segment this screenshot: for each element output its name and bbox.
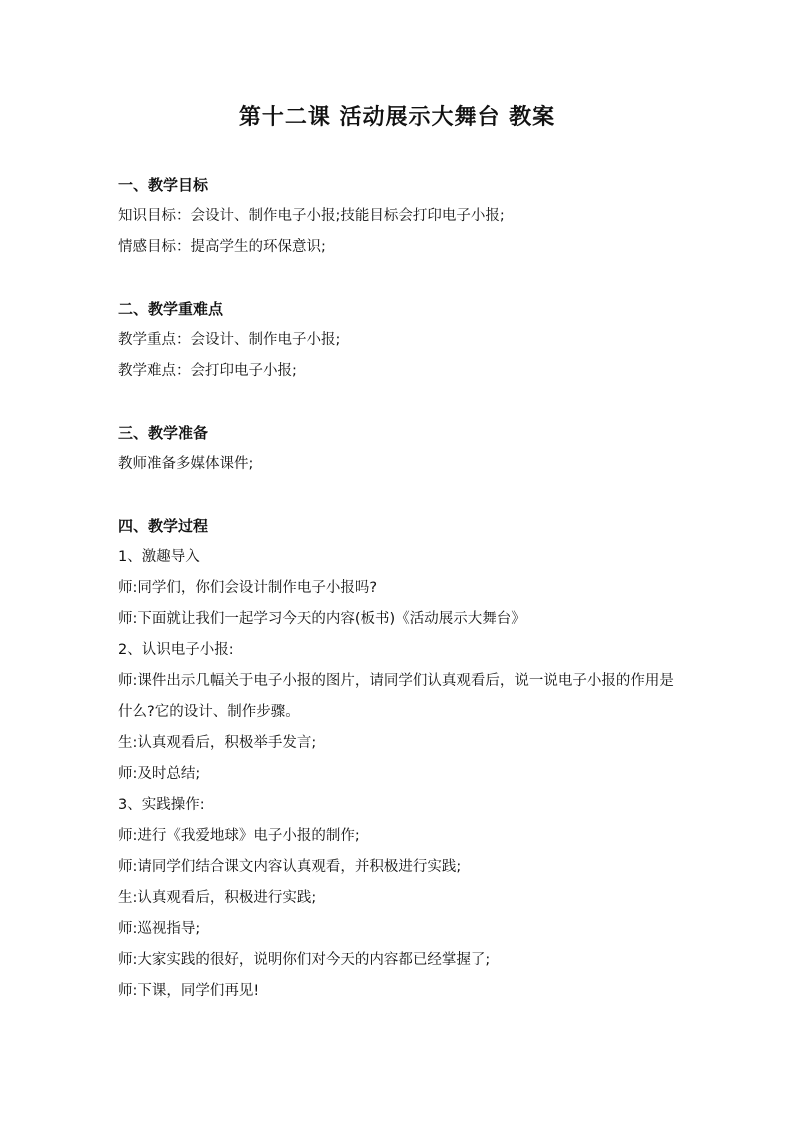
section-teaching-preparation — [118, 418, 718, 480]
body-line: 师:大家实践的很好，说明你们对今天的内容都已经掌握了; — [118, 952, 491, 968]
body-line: 师:下面就让我们一起学习今天的内容(板书)《活动展示大舞台》 — [118, 611, 526, 627]
body-line: 教学重点：会设计、制作电子小报; — [118, 332, 341, 348]
body-line: 2、认识电子小报: — [118, 642, 234, 658]
section-teaching-process — [118, 511, 718, 1007]
body-line: 1、激趣导入 — [118, 549, 200, 565]
section-heading: 四、教学过程 — [118, 517, 209, 535]
document-body — [118, 170, 718, 1007]
section-teaching-objectives — [118, 170, 718, 263]
body-line: 教学难点：会打印电子小报; — [118, 363, 297, 379]
document-title: 第十二课 活动展示大舞台 教案 — [238, 104, 556, 130]
body-line: 师:下课，同学们再见! — [118, 983, 260, 999]
body-line: 生:认真观看后，积极进行实践; — [118, 890, 317, 906]
body-line: 3、实践操作: — [118, 797, 205, 813]
section-heading: 二、教学重难点 — [118, 300, 224, 318]
body-line: 师:巡视指导; — [118, 921, 201, 937]
body-line: 知识目标：会设计、制作电子小报;技能目标会打印电子小报; — [118, 208, 505, 224]
body-paragraph: 师:课件出示几幅关于电子小报的图片，请同学们认真观看后，说一说电子小报的作用是什么?它的设计、制作步骤。 — [118, 673, 674, 720]
section-key-difficult-points — [118, 294, 718, 387]
body-line: 师:及时总结; — [118, 766, 201, 782]
body-line: 师:请同学们结合课文内容认真观看，并积极进行实践; — [118, 859, 462, 875]
body-line: 师:进行《我爱地球》电子小报的制作; — [118, 828, 360, 844]
body-line: 情感目标：提高学生的环保意识; — [118, 239, 326, 255]
section-heading: 一、教学目标 — [118, 176, 209, 194]
body-line: 师:同学们，你们会设计制作电子小报吗? — [118, 580, 378, 596]
body-line: 生:认真观看后，积极举手发言; — [118, 735, 317, 751]
body-line: 教师准备多媒体课件; — [118, 456, 254, 472]
section-heading: 三、教学准备 — [118, 424, 209, 442]
